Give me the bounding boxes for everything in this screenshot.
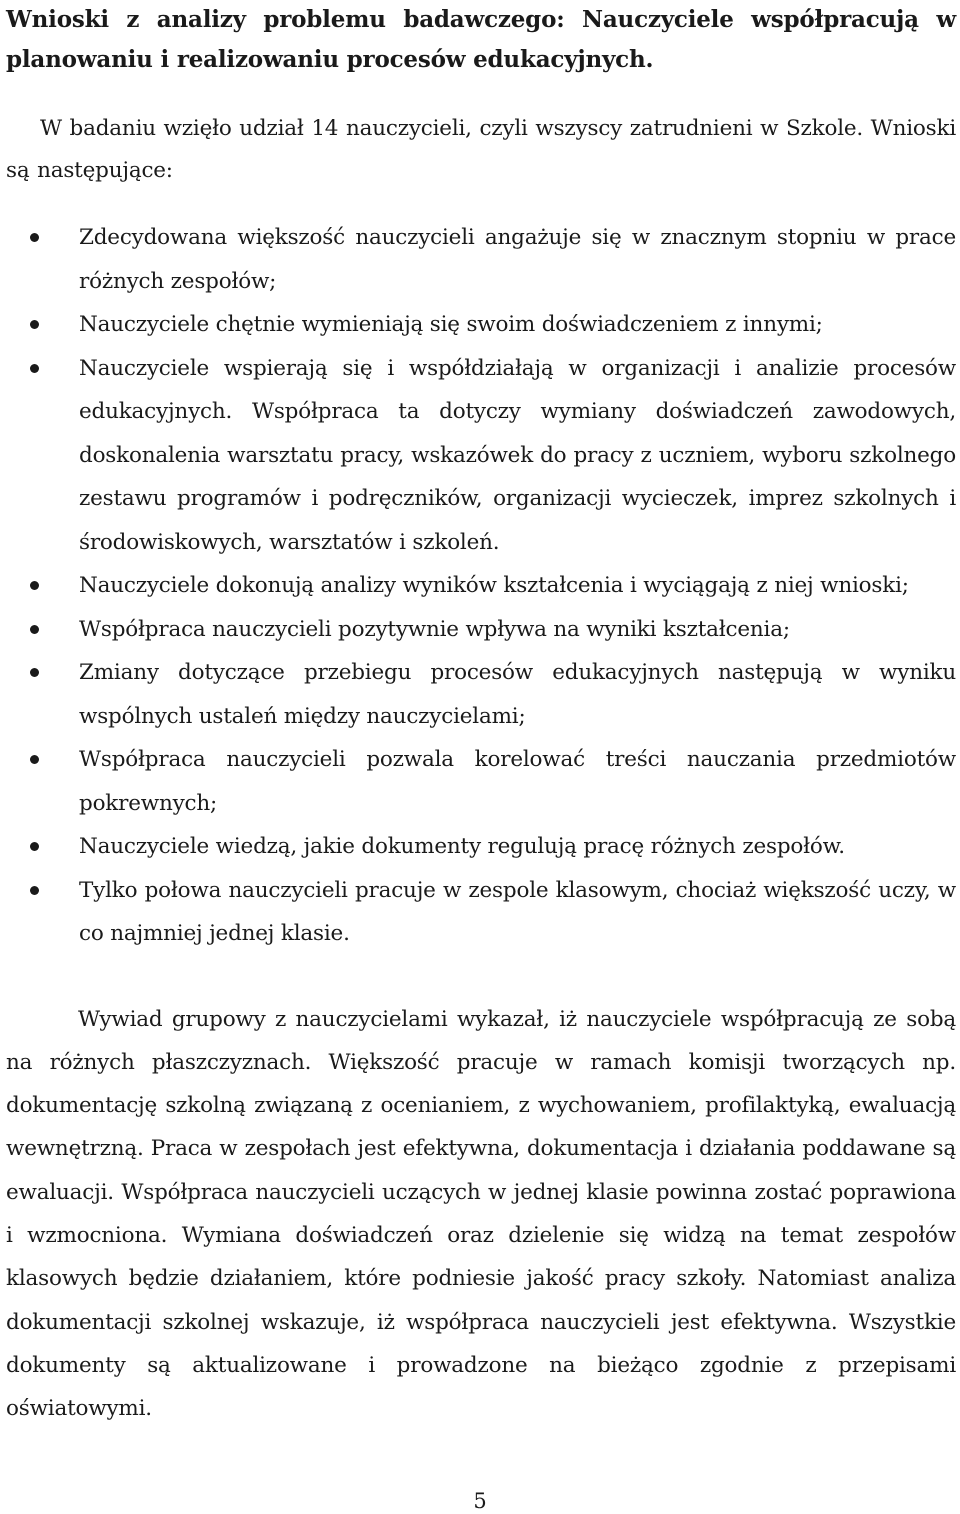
list-item-text: Nauczyciele wspierają się i współdziałają w organizacji i analizie procesów edukacyjnych. Współpraca ta dotyczy wymiany doświadczeń zawodowych, doskonalenia warsztatu pracy, wskazówek do pracy z uczniem, wyboru szkolnego zestawu programów i podręczników, organizacji wycieczek, imprez szkolnych i środowiskowych, warsztatów i szkoleń. bbox=[79, 355, 956, 555]
document-page bbox=[6, 0, 956, 1430]
list-item bbox=[6, 869, 956, 956]
list-item bbox=[6, 347, 956, 565]
bullet-icon bbox=[30, 886, 39, 895]
page-number: 5 bbox=[473, 1489, 487, 1513]
list-item-text: Zmiany dotyczące przebiegu procesów edukacyjnych następują w wyniku wspólnych ustaleń między nauczycielami; bbox=[79, 660, 956, 729]
intro-paragraph: W badaniu wzięło udział 14 nauczycieli, czyli wszyscy zatrudnieni w Szkole. Wnioski są następujące: bbox=[6, 116, 956, 183]
list-item bbox=[6, 564, 956, 608]
list-item bbox=[6, 651, 956, 738]
section-heading: Wnioski z analizy problemu badawczego: Nauczyciele współpracują w planowaniu i realizowaniu procesów edukacyjnych. bbox=[6, 6, 956, 73]
list-item-text: Współpraca nauczycieli pozytywnie wpływa na wyniki kształcenia; bbox=[79, 616, 790, 642]
list-item bbox=[6, 738, 956, 825]
bullet-icon bbox=[30, 581, 39, 590]
list-item bbox=[6, 608, 956, 652]
bullet-icon bbox=[30, 842, 39, 851]
list-item-text: Tylko połowa nauczycieli pracuje w zespole klasowym, chociaż większość uczy, w co najmniej jednej klasie. bbox=[79, 877, 956, 946]
list-item bbox=[6, 216, 956, 303]
summary-paragraph: Wywiad grupowy z nauczycielami wykazał, iż nauczyciele współpracują ze sobą na różnych płaszczyznach. Większość pracuje w ramach komisji tworzących np. dokumentację szkolną związaną z ocenianiem, z wychowaniem, profilaktyką, ewaluacją wewnętrzną. Praca w zespołach jest efektywna, dokumentacja i działania poddawane są ewaluacji. Współpraca nauczycieli uczących w jednej klasie powinna zostać poprawiona i wzmocniona. Wymiana doświadczeń oraz dzielenie się widzą na temat zespołów klasowych będzie działaniem, które podniesie jakość pracy szkoły. Natomiast analiza dokumentacji szkolnej wskazuje, iż współpraca nauczycieli jest efektywna. Wszystkie dokumenty są aktualizowane i prowadzone na bieżąco zgodnie z przepisami oświatowymi. bbox=[6, 1006, 956, 1422]
bullet-icon bbox=[30, 755, 39, 764]
bullet-icon bbox=[30, 625, 39, 634]
bullet-icon bbox=[30, 233, 39, 242]
list-item-text: Zdecydowana większość nauczycieli angażuje się w znacznym stopniu w prace różnych zespołów; bbox=[79, 225, 956, 294]
conclusions-list bbox=[6, 216, 956, 956]
bullet-icon bbox=[30, 320, 39, 329]
list-item-text: Nauczyciele chętnie wymieniają się swoim doświadczeniem z innymi; bbox=[79, 312, 823, 337]
bullet-icon bbox=[30, 668, 39, 677]
list-item-text: Nauczyciele wiedzą, jakie dokumenty regulują pracę różnych zespołów. bbox=[79, 834, 845, 859]
list-item bbox=[6, 825, 956, 869]
list-item-text: Nauczyciele dokonują analizy wyników kształcenia i wyciągają z niej wnioski; bbox=[79, 573, 909, 598]
list-item-text: Współpraca nauczycieli pozwala korelować treści nauczania przedmiotów pokrewnych; bbox=[79, 747, 956, 816]
bullet-icon bbox=[30, 364, 39, 373]
list-item bbox=[6, 303, 956, 347]
